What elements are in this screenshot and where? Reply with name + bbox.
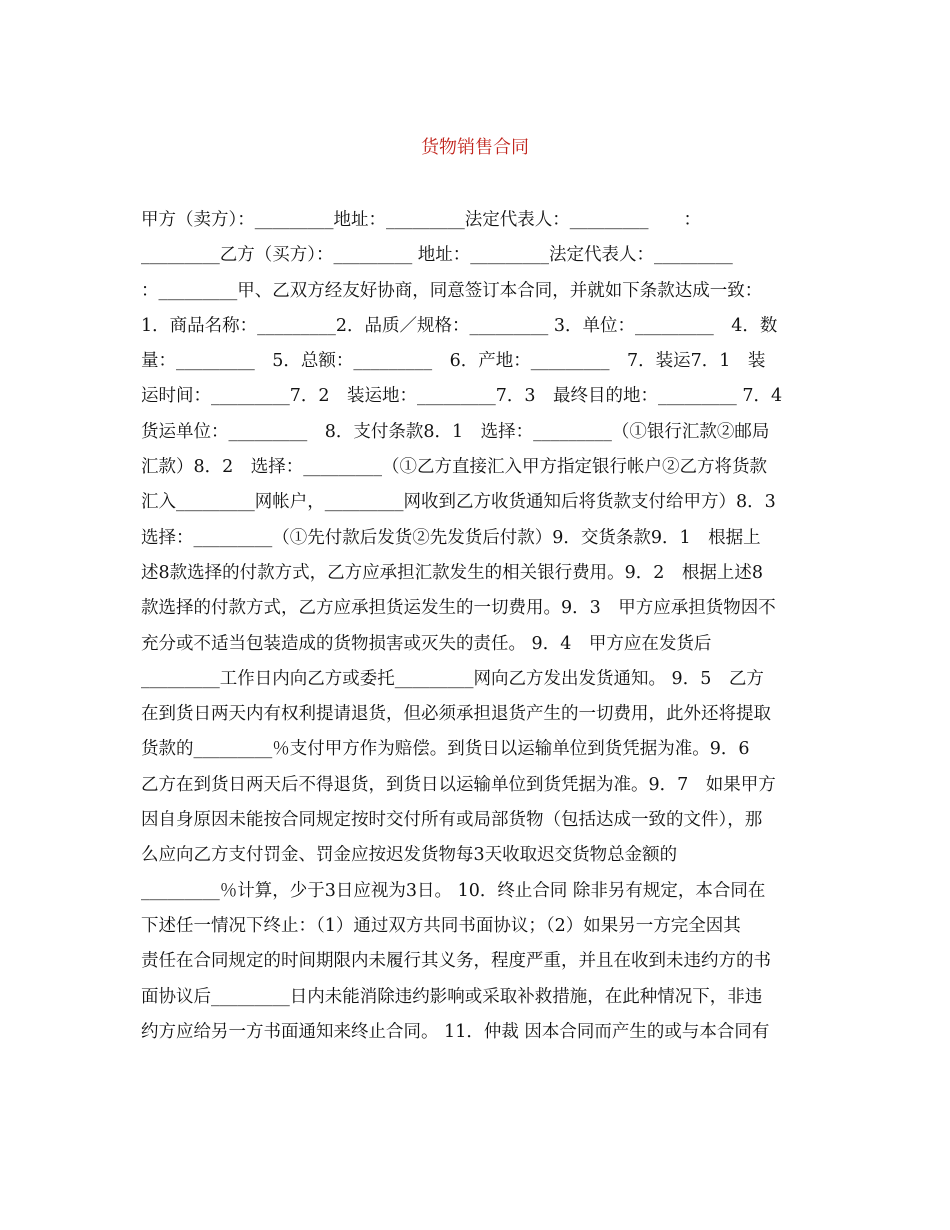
contract-line: 责任在合同规定的时间期限内未履行其义务，程度严重，并且在收到未违约方的书 <box>141 951 771 972</box>
contract-line: 量：_________ 5．总额：_________ 6．产地：_________ 7．装运7．1 装 <box>141 351 766 372</box>
contract-line: 述8款选择的付款方式，乙方应承担汇款发生的相关银行费用。9．2 根据上述8 <box>141 562 764 583</box>
contract-line: ：_________甲、乙双方经友好协商，同意签订本合同，并就如下条款达成一致： <box>141 280 763 301</box>
contract-line: 货运单位：_________ 8．支付条款8．1 选择：_________（①银行汇款②邮局 <box>141 421 770 442</box>
contract-line: 因自身原因未能按合同规定按时交付所有或局部货物（包括达成一致的文件），那 <box>141 810 763 831</box>
contract-line: 1．商品名称：_________2．品质／规格：_________ 3．单位：_________ 4．数 <box>141 315 778 336</box>
contract-line: 乙方在到货日两天后不得退货，到货日以运输单位到货凭据为准。9．7 如果甲方 <box>141 774 776 795</box>
page-title: 货物销售合同 <box>421 137 529 158</box>
contract-line: 选择：_________（①先付款后发货②先发货后付款）9．交货条款9．1 根据上 <box>141 527 761 548</box>
contract-line: 甲方（卖方）：_________地址：_________法定代表人：_________ ： <box>141 210 701 230</box>
contract-line: 么应向乙方支付罚金、罚金应按迟发货物每3天收取迟交货物总金额的 <box>141 845 678 866</box>
contract-line: _________工作日内向乙方或委托_________网向乙方发出发货通知。 9．5 乙方 <box>141 668 764 689</box>
contract-line: 面协议后_________日内未能消除违约影响或采取补救措施，在此种情况下，非违 <box>141 986 763 1007</box>
contract-line: _________乙方（买方）：_________ 地址：_________法定代表人：_________ <box>141 245 733 266</box>
contract-line: 充分或不适当包装造成的货物损害或灭失的责任。 9．4 甲方应在发货后 <box>141 633 712 654</box>
contract-line: 款选择的付款方式，乙方应承担货运发生的一切费用。9．3 甲方应承担货物因不 <box>141 598 776 619</box>
contract-line: 汇款）8．2 选择：_________（①乙方直接汇入甲方指定银行帐户②乙方将货款 <box>141 457 768 478</box>
contract-line: 运时间：_________7．2 装运地：_________7．3 最终目的地：_________ 7．4 <box>141 386 783 407</box>
contract-line: 在到货日两天内有权利提请退货，但必须承担退货产生的一切费用，此外还将提取 <box>141 704 771 725</box>
contract-body <box>141 203 821 1050</box>
contract-line: 汇入_________网帐户，_________网收到乙方收货通知后将货款支付给甲方）8．3 <box>141 492 776 513</box>
contract-line: 约方应给另一方书面通知来终止合同。 11．仲裁 因本合同而产生的或与本合同有 <box>141 1021 770 1042</box>
contract-line: _________％计算，少于3日应视为3日。 10．终止合同 除非另有规定，本合同在 <box>141 880 766 901</box>
contract-line: 货款的_________％支付甲方作为赔偿。到货日以运输单位到货凭据为准。9．6 <box>141 739 750 760</box>
contract-line: 下述任一情况下终止：（1）通过双方共同书面协议；（2）如果另一方完全因其 <box>141 915 741 936</box>
